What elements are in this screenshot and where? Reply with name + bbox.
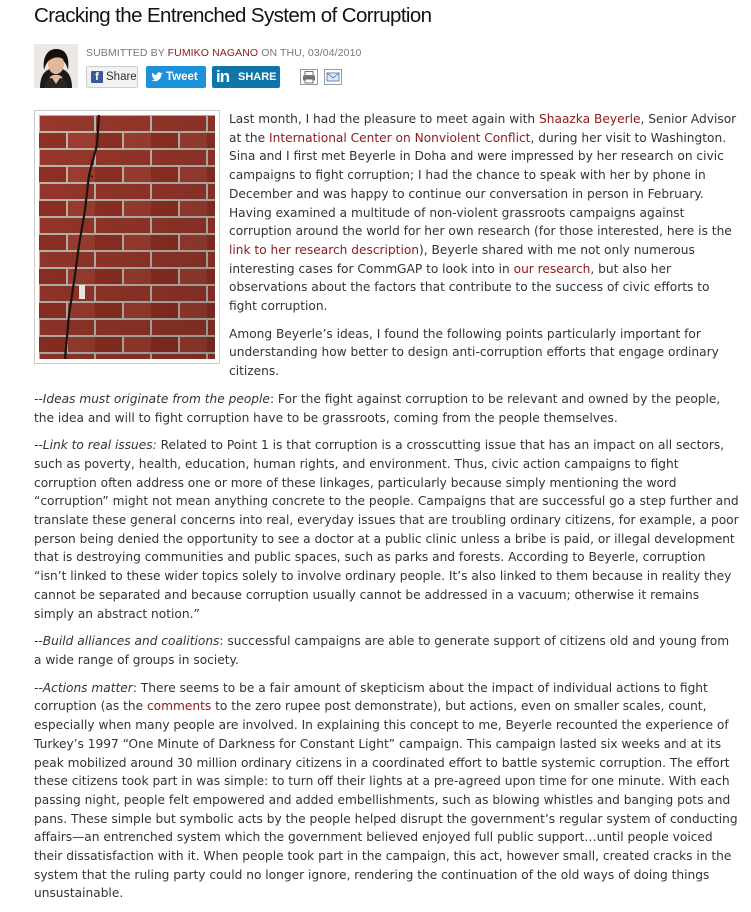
- byline: [86, 46, 361, 60]
- article-meta: [34, 44, 734, 88]
- paragraph-ideas-intro: Among Beyerle’s ideas, I found the following points particularly important for understanding how better to design anti-corruption efforts that engage ordinary citizens.: [229, 326, 719, 379]
- paragraph-point-link: --Link to real issues: Related to Point 1 is that corruption is a crosscutting issue that has an impact on all sectors, such as poverty, health, education, human rights, and environment. Thus, civic action campaigns to fight corruption often address one or more of these linkages, particularly because simply mentioning the word “corruption” might not mean anything concrete to the people. Campaigns that are successful go a step further and translate these general concerns into real, everyday issues that are troubling ordinary citizens, for example, a poor person being denied the opportunity to see a doctor at a public clinic unless a bribe is paid, or illegal development that is destroying communities and public spaces, such as parks and forests. According to Beyerle, corruption “isn’t linked to these wider topics solely to involve ordinary people. It’s also linked to them because in reality they cannot be separated and because corruption usually cannot be addressed in a vacuum; otherwise it remains simply an abstract notion.”: [34, 438, 739, 621]
- author-avatar: [34, 44, 78, 88]
- byline-prefix: SUBMITTED BY: [86, 47, 168, 59]
- linkedin-icon: in: [216, 67, 230, 86]
- article-title: Cracking the Entrenched System of Corruption: [34, 4, 432, 27]
- linkedin-share-label: SHARE: [238, 71, 277, 83]
- paragraph-point-actions: --Actions matter: There seems to be a fair amount of skepticism about the impact of individual actions to fight corruption (as the comments to the zero rupee post demonstrate), but actions, even on smaller scales, count, especially when many people are involved. In explaining this concept to me, Beyerle recounted the experience of Turkey’s 1997 “One Minute of Darkness for Constant Light” campaign. This campaign lasted six weeks and at its peak mobilized around 30 million ordinary citizens in a coordinated effort to battle systemic corruption. The effort these citizens took part in was simple: to turn off their lights at a pre-agreed upon time for one minute. With each passing night, people felt empowered and added embellishments, such as blowing whistles and banging pots and pans. These simple but symbolic acts by the people helped disrupt the government’s regular system of conducting affairs—an entrenched system which the government believed enjoyed full public support…until people voiced their dissatisfaction with it. When people took part in the campaign, this act, however small, created cracks in the system that the ruling party could no longer ignore, rendering the continuation of the old ways of doing things unsustainable.: [34, 680, 738, 901]
- twitter-tweet-button[interactable]: [146, 66, 206, 88]
- print-icon[interactable]: [300, 69, 318, 85]
- link-icnc[interactable]: International Center on Nonviolent Conflict: [269, 130, 531, 145]
- facebook-share-button[interactable]: [86, 66, 138, 88]
- paragraph-point-ideas: --Ideas must originate from the people: For the fight against corruption to be relevant and owned by the people, the idea and will to fight corruption have to be grassroots, coming from the people themselves.: [34, 391, 721, 425]
- link-comments[interactable]: comments: [146, 699, 212, 714]
- facebook-share-label: Share: [106, 71, 137, 83]
- paragraph-point-alliances: --Build alliances and coalitions: successful campaigns are able to generate support of citizens old and young from a wide range of groups in society.: [34, 634, 730, 667]
- article-body: [34, 110, 739, 912]
- author-link[interactable]: FUMIKO NAGANO: [167, 47, 259, 59]
- link-our-research[interactable]: our research: [513, 261, 591, 276]
- twitter-bird-icon: [151, 71, 163, 83]
- link-shaazka-beyerle[interactable]: Shaazka Beyerle: [539, 112, 641, 126]
- byline-date: ON THU, 03/04/2010: [258, 47, 362, 59]
- paragraph-intro: Last month, I had the pleasure to meet again with Shaazka Beyerle, Senior Advisor at the International Center on Nonviolent Conflict, during her visit to Washington. Sina and I first met Beyerle in Doha and were impressed by her research on civic campaigns to fight corruption; I had the chance to speak with her by phone in December and was happy to continue our conversation in person in February. Having examined a multitude of non-violent grassroots campaigns against corruption around the world for her own research (for those interested, here is the link to her research description), Beyerle shared with me not only numerous interesting cases for CommGAP to look into in our research, but also her observations about the factors that contribute to the success of civic efforts to fight corruption.: [229, 112, 737, 314]
- linkedin-share-button[interactable]: [212, 66, 280, 88]
- email-icon[interactable]: [324, 69, 342, 85]
- link-research-description[interactable]: link to her research description: [229, 242, 420, 257]
- facebook-icon: f: [91, 71, 103, 83]
- twitter-tweet-label: Tweet: [166, 71, 198, 83]
